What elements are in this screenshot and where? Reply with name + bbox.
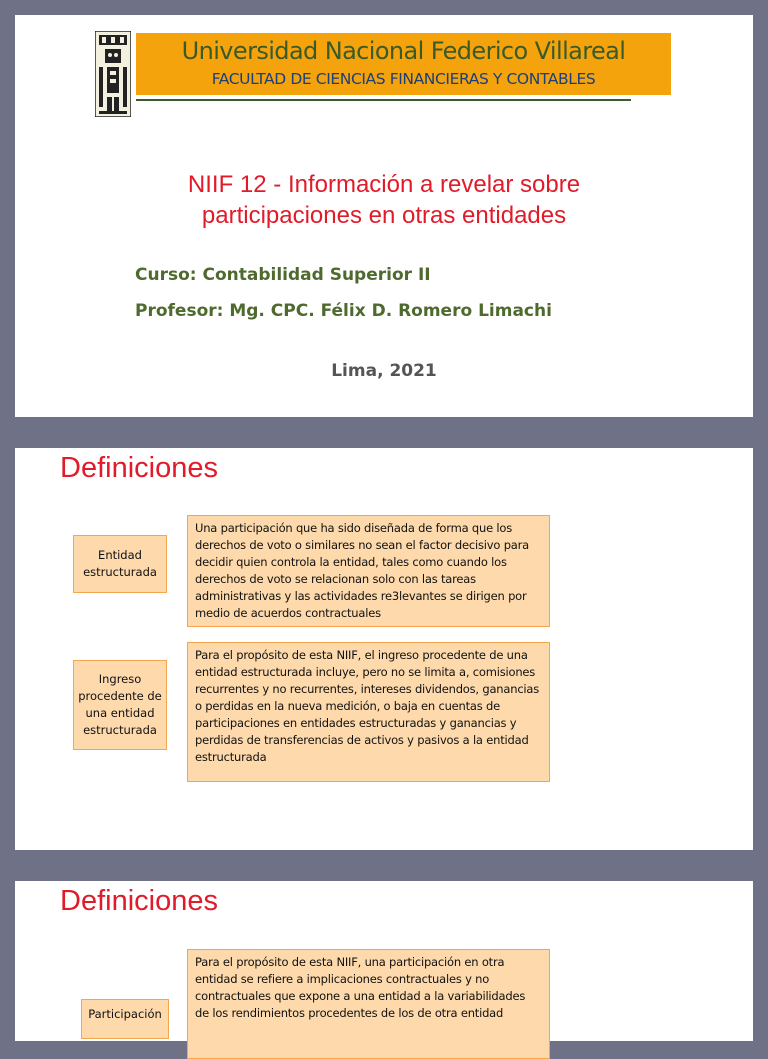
slide-heading: Definiciones: [60, 885, 218, 917]
term-box: Entidad estructurada: [73, 535, 167, 593]
slide-heading: Definiciones: [60, 452, 218, 484]
title-line-2: participaciones en otras entidades: [201, 202, 567, 229]
university-emblem-icon: [95, 31, 131, 117]
title-slide: [15, 15, 753, 417]
definitions-slide-1: [15, 448, 753, 850]
term-box: Ingreso procedente de una entidad estructurada: [73, 660, 167, 750]
professor-name: Profesor: Mg. CPC. Félix D. Romero Limachi: [135, 301, 552, 321]
date-text: Lima, 2021: [331, 361, 437, 381]
definition-box: Para el propósito de esta NIIF, una participación en otra entidad se refiere a implicaciones contractuales y no contractuales que expone a una entidad a la variabilidades de los rendimientos procedentes de los de otra entidad: [187, 949, 550, 1059]
university-name: Universidad Nacional Federico Villareal: [181, 37, 626, 65]
term-box: Participación: [81, 999, 169, 1039]
slide-title: [15, 169, 753, 231]
definition-box: Una participación que ha sido diseñada de forma que los derechos de voto o similares no sean el factor decisivo para decidir quien controla la entidad, tales como cuando los derechos de voto se relacionan solo con las tareas administrativas y las actividades re3levantes se dirigen por medio de acuerdos contractuales: [187, 515, 550, 627]
definitions-slide-2: [15, 881, 753, 1041]
definition-box: Para el propósito de esta NIIF, el ingreso procedente de una entidad estructurada incluye, pero no se limita a, comisiones recurrentes y no recurrentes, intereses dividendos, ganancias o perdidas en la nueva medición, o baja en cuentas de participaciones en entidades estructuradas y ganancias y perdidas de transferencias de activos y pasivos a la entidad estructurada: [187, 642, 550, 782]
faculty-name: FACULTAD DE CIENCIAS FINANCIERAS Y CONTABLES: [211, 70, 596, 88]
title-line-1: NIIF 12 - Información a revelar sobre: [187, 171, 581, 198]
header-divider: [136, 99, 631, 101]
course-name: Curso: Contabilidad Superior II: [135, 265, 431, 285]
university-header: [136, 33, 671, 95]
